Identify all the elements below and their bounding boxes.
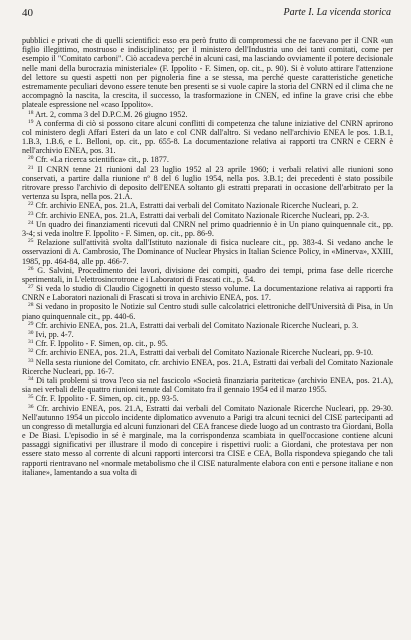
footnote	[22, 155, 393, 164]
footnote-number: 26	[28, 265, 34, 272]
footnote	[22, 358, 393, 376]
footnote-text: Si vedano in proposito le Notizie sul Centro studi sulle calcolatrici elettroniche dell'Università di Pisa, in Un piano quinquennale cit., pp. 440-6.	[22, 302, 393, 321]
footnote-number: 28	[28, 302, 34, 309]
footnote	[22, 339, 393, 348]
footnote-number: 23	[28, 210, 34, 217]
footnote-text: G. Salvini, Procedimento dei lavori, divisione dei compiti, quadro dei tempi, prima fase delle ricerche sperimentali, in L'elettrosincrotrone e i Laboratori di Frascati cit., p. 54.	[22, 265, 393, 284]
footnote-text: Art. 2, comma 3 del D.P.C.M. 26 giugno 1952.	[35, 109, 188, 119]
footnote	[22, 321, 393, 330]
footnote-text: Cfr. archivio ENEA, pos. 21.A, Estratti dai verbali del Comitato Nazionale Ricerche Nucleari, p. 3.	[35, 320, 359, 330]
footnote-number: 25	[28, 238, 34, 245]
footnote	[22, 348, 393, 357]
footnote-text: Cfr. F. Ippolito - F. Simen, op. cit., pp. 93-5.	[35, 394, 179, 404]
footnote-text: Cfr. archivio ENEA, pos. 21.A, Estratti dai verbali del Comitato Nazionale Ricerche Nucleari, p. 2.	[35, 201, 359, 211]
footnote-number: 22	[28, 201, 34, 208]
footnote-number: 35	[28, 394, 34, 401]
footnote-text: Cfr. archivio ENEA, pos. 21.A, Estratti dai verbali del Comitato Nazionale Ricerche Nucleari, pp. 9-10.	[35, 348, 374, 358]
footnote	[22, 165, 393, 202]
footnote-text: Il CNRN tenne 21 riunioni dal 23 luglio 1952 al 23 aprile 1960; i verbali relativi alle riunioni sono conservati, a partire dalla riunione nº 8 del 6 luglio 1954, nella pos. 3.B.1; dei precedenti è stato possibile ritrovare presso l'archivio di deposito dell'ENEA soltanto gli estratti preparati in occasione dell'arbitrato per la vertenza su Ispra, nella pos. 21.A.	[22, 164, 393, 202]
running-section-title: Parte I. La vicenda storica	[283, 7, 391, 18]
footnote-number: 29	[28, 320, 34, 327]
body-paragraph	[22, 36, 393, 110]
footnote	[22, 394, 393, 403]
footnote	[22, 238, 393, 266]
page-body-text	[22, 36, 393, 634]
footnote	[22, 201, 393, 210]
footnote	[22, 284, 393, 302]
footnote-number: 18	[28, 109, 34, 116]
footnote-number: 20	[28, 155, 34, 162]
footnote-number: 31	[28, 339, 34, 346]
footnote-number: 36	[28, 403, 34, 410]
footnote-number: 19	[28, 118, 34, 125]
footnote	[22, 220, 393, 238]
footnote	[22, 404, 393, 478]
footnote-text: Nella sesta riunione del Comitato, cfr. archivio ENEA, pos. 21.A, Estratti dai verbali del Comitato Nazionale Ricerche Nucleari, pp. 16-7.	[22, 357, 393, 376]
footnote-number: 33	[28, 357, 34, 364]
footnote	[22, 330, 393, 339]
footnote	[22, 119, 393, 156]
footnote-number: 30	[28, 330, 34, 336]
footnote-text: Di tali problemi si trova l'eco sia nel fascicolo «Società finanziaria paritetica» (archivio ENEA, pos. 21.A), sia nei verbali delle quattro riunioni tenute dal Comitato fra il gennaio 1954 ed il marzo 1955.	[22, 375, 393, 395]
footnote-text: Un quadro dei finanziamenti ricevuti dal CNRN nel primo quadriennio è in Un piano quinquennale cit., pp. 3-4; si veda inoltre F. Ippolito - F. Simen, op. cit., pp. 86-9.	[22, 219, 393, 238]
footnote	[22, 376, 393, 394]
footnote	[22, 302, 393, 320]
footnote	[22, 211, 393, 220]
footnote-text: Cfr. F. Ippolito - F. Simen, op. cit., p. 95.	[35, 339, 168, 349]
footnote-text: A conferma di ciò si possono citare alcuni conflitti di competenza che talune iniziative del CNRN aprirono col ministero degli Affari Esteri da un lato e col CNR dall'altro. Si vedano nell'archivio ENEA le pos. 1.B.1, 1.B.3, 1.B.6, e L. Belloni, op. cit., pp. 655-8. La documentazione relativa ai rapporti tra CNRN e CERN è nell'archivio ENEA, pos. 31.	[22, 118, 393, 156]
footnote-text: Ivi, pp. 4-7.	[35, 330, 74, 339]
footnote	[22, 266, 393, 284]
footnote-text: Si veda lo studio di Claudio Cigognetti in questo stesso volume. La documentazione relativa ai rapporti fra CNRN e Laboratori nazionali di Frascati si trova in archivio ENEA, pos. 17.	[22, 284, 393, 303]
footnote-number: 32	[28, 348, 34, 355]
footnote-number: 21	[28, 164, 34, 171]
footnote-number: 27	[28, 284, 34, 291]
page-number: 40	[22, 7, 33, 19]
footnote-number: 34	[28, 375, 34, 382]
footnote	[22, 110, 393, 119]
footnote-text: Cfr. archivio ENEA, pos. 21.A, Estratti dai verbali del Comitato Nazionale Ricerche Nucleari, pp. 2-3.	[35, 210, 370, 220]
paragraph-text: pubblici e privati che di quelli scientifici: esso era però frutto di compromessi che ne facevano per il CNR «un figlio illegittimo, mostruoso e indisciplinato; per il ministero dell'Industria uno dei tanti comitati, come per esempio il "Comitato carboni". Ciò accadeva perché in alcuni casi, ma lasciando ovviamente il potere decisionale nelle mani della burocrazia ministeriale» (F. Ippolito - F. Simen, op. cit., p. 90). Si è voluto attirare l'attenzione del lettore su questi aspetti non per pignoleria fine a se stessa, ma perché queste caratteristiche genetiche estremamente peculiari devono essere tenute ben presenti se si vuole capire la storia del CNRN ed il clima che ne accompagnò la nascita, la crescita, il successo, la trasformazione in CNEN, ed infine la grave crisi che ebbe plateale espressione nel «caso Ippolito».	[22, 36, 393, 110]
footnote-number: 24	[28, 219, 34, 226]
running-head	[22, 7, 391, 21]
footnote-text: Relazione sull'attività svolta dall'Istituto nazionale di fisica nucleare cit., pp. 383-4. Si vedano anche le osservazioni di A. Cambrosio, The Dominance of Nuclear Physics in Italian Science Policy, in «Minerva», XXIII, 1985, pp. 464-84, alle pp. 466-7.	[22, 238, 393, 266]
footnote-text: Cfr. «La ricerca scientifica» cit., p. 1877.	[35, 155, 169, 165]
footnote-text: Cfr. archivio ENEA, pos. 21.A, Estratti dai verbali del Comitato Nazionale Ricerche Nucleari, pp. 29-30. Nell'autunno 1954 un piccolo incidente diplomatico avvenuto a Parigi tra alcuni tecnici del CISE partecipanti ad un congresso di metallurgia ed alcuni funzionari del CEA francese diede luogo ad un contrasto tra Giordani, Bolla e De Biasi. L'episodio in sé è marginale, ma la corrispondenza scambiata in quell'occasione contiene alcuni passaggi significativi per illustrare il modo di concepire i rispettivi ruoli: a Giordani, che protestava per non essere stato messo al corrente di alcuni rapporti intercorsi tra CISE e CEA, Bolla rispondeva spiegando che tali rapporti rientravano nel «normale metabolismo che il CISE naturalmente elabora con enti e persone italiane e non italiane», lamentando a sua volta di	[22, 403, 393, 477]
